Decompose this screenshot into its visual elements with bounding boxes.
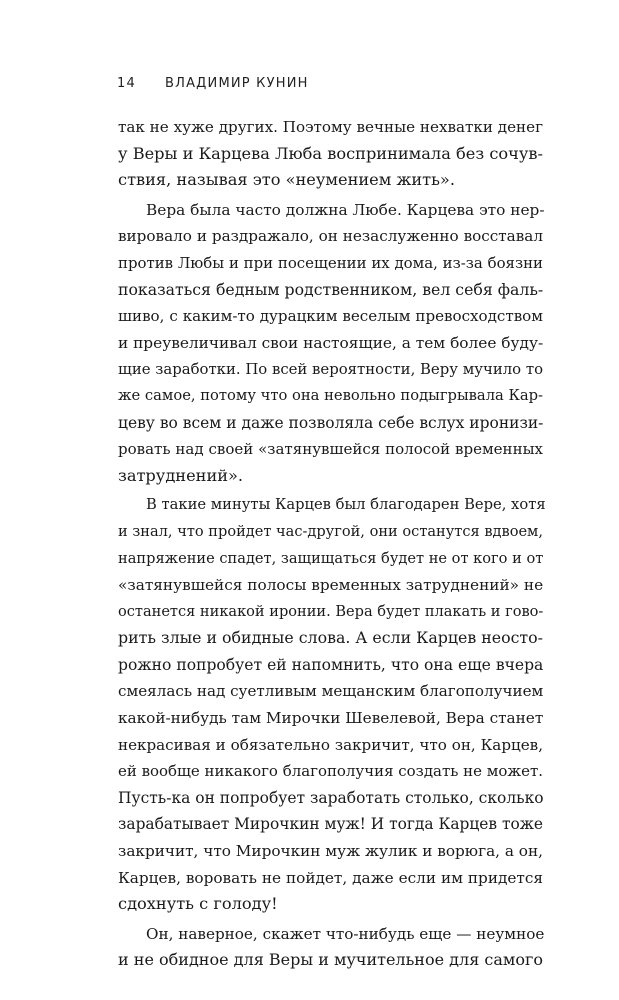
- text-line: у Веры и Карцева Люба воспринимала без сочув-: [118, 143, 543, 163]
- running-head: [117, 76, 309, 91]
- text-line: закричит, что Мирочкин муж жулик и ворюга, а он,: [118, 842, 543, 861]
- text-line: и знал, что пройдет час-другой, они останутся вдвоем,: [118, 522, 543, 540]
- text-line: же самое, потому что она невольно подыгрывала Кар-: [118, 386, 543, 404]
- text-line: сдохнуть с голоду!: [118, 894, 278, 914]
- text-line: В такие минуты Карцев был благодарен Вере, хотя: [146, 496, 546, 514]
- paragraph: [118, 114, 543, 194]
- text-line: Пусть-ка он попробует заработать столько, сколько: [118, 788, 544, 807]
- text-line: против Любы и при посещении их дома, из-за боязни: [118, 253, 543, 272]
- text-line: смеялась над суетливым мещанским благополучием: [118, 682, 544, 701]
- text-line: так не хуже других. Поэтому вечные нехватки денег: [118, 118, 543, 136]
- paragraph: [118, 197, 543, 490]
- text-line: вировало и раздражало, он незаслуженно восставал: [118, 227, 543, 246]
- paragraph: [118, 921, 543, 974]
- text-line: Вера была часто должна Любе. Карцева это нер-: [146, 200, 545, 219]
- text-line: какой-нибудь там Мирочки Шевелевой, Вера станет: [118, 709, 544, 728]
- text-line: шиво, с каким-то дурацким веселым превосходством: [118, 307, 543, 326]
- paragraph: [118, 492, 546, 918]
- text-line: и не обидное для Веры и мучительное для самого: [118, 950, 543, 970]
- text-line: затруднений».: [118, 465, 244, 485]
- text-line: показаться бедным родственником, вел себя фаль-: [118, 279, 544, 299]
- text-line: ей вообще никакого благополучия создать не может.: [118, 762, 543, 781]
- page-number: 14: [117, 76, 136, 91]
- text-line: ровать над своей «затянувшейся полосой временных: [118, 440, 543, 459]
- text-line: ствия, называя это «неумением жить».: [118, 170, 455, 190]
- text-line: напряжение спадет, защищаться будет не от кого и от: [118, 549, 544, 567]
- text-line: некрасивая и обязательно закричит, что он, Карцев,: [118, 735, 543, 754]
- text-line: «затянувшейся полосы временных затруднений» не: [118, 576, 544, 595]
- text-line: и преувеличивал свои настоящие, а тем более буду-: [118, 333, 544, 352]
- text-line: рить злые и обидные слова. А если Карцев неосто-: [118, 628, 543, 648]
- body-text: [118, 114, 546, 974]
- text-line: рожно попробует ей напомнить, что она еще вчера: [118, 655, 544, 674]
- author-name: ВЛАДИМИР КУНИН: [165, 76, 309, 91]
- text-line: Он, наверное, скажет что-нибудь еще — неумное: [146, 924, 545, 943]
- text-line: Карцев, воровать не пойдет, даже если им придется: [118, 868, 543, 887]
- text-line: цеву во всем и даже позволяла себе вслух иронизи-: [118, 413, 544, 432]
- text-line: зарабатывает Мирочкин муж! И тогда Карцев тоже: [118, 815, 544, 834]
- text-line: останется никакой иронии. Вера будет плакать и гово-: [118, 602, 544, 620]
- text-line: щие заработки. По всей вероятности, Веру мучило то: [118, 360, 544, 379]
